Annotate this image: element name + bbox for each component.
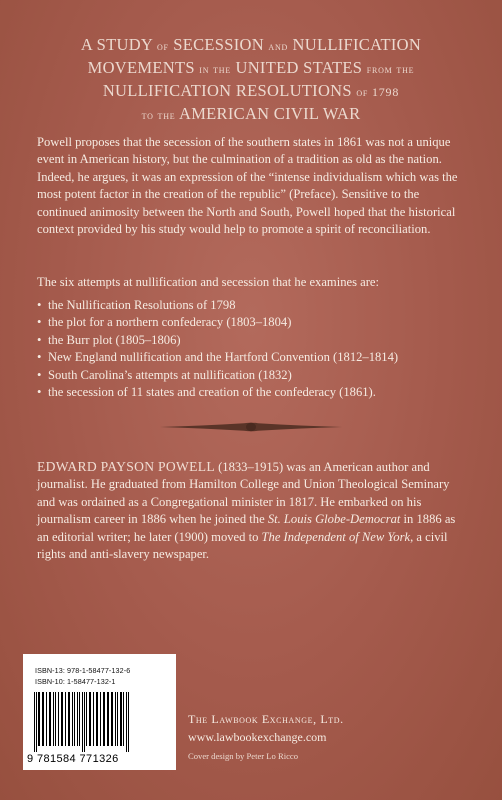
attempts-list <box>37 297 477 401</box>
barcode-bar <box>115 692 116 746</box>
barcode-bar <box>100 692 101 746</box>
cover-heading <box>20 34 482 126</box>
barcode-bar <box>117 692 118 746</box>
publisher-name-text: The Lawbook Exchange, Ltd. <box>188 712 344 726</box>
barcode-bar <box>86 692 87 746</box>
publisher-block <box>188 710 344 763</box>
heading-connector: and <box>268 39 289 53</box>
barcode-bar <box>42 692 44 746</box>
heading-line-2 <box>20 57 482 80</box>
heading-word: NULLIFICATION RESOLUTIONS <box>102 81 352 100</box>
heading-word: NULLIFICATION <box>292 35 422 54</box>
barcode-bar <box>38 692 40 746</box>
publisher-url: www.lawbookexchange.com <box>188 730 327 744</box>
list-item: • the Nullification Resolutions of 1798 <box>37 297 477 314</box>
heading-connector: to the <box>141 108 176 122</box>
barcode-bar <box>79 692 80 746</box>
list-item: • the Burr plot (1805–1806) <box>37 332 477 349</box>
barcode-bar <box>46 692 47 746</box>
barcode-bar <box>89 692 91 746</box>
heading-word: UNITED STATES <box>235 58 363 77</box>
heading-line-1 <box>20 34 482 57</box>
intro-paragraph: Powell proposes that the secession of the southern states in 1861 was not a unique event in American history, but the culmination of a tradition as old as the nation. Indeed, he argues, it was an expression of the “intense individualism which was the most potent factor in the creation of the republic” (Preface). Sensitive to the continued animosity between the North and South, Powell hoped that the historical context provided by his study would help to promote a spirit of reconciliation. <box>37 135 458 237</box>
list-item: • the secession of 11 states and creation of the confederacy (1861). <box>37 384 477 401</box>
barcode-bar <box>107 692 109 746</box>
isbn13-label: ISBN-13: 978-1-58477-132-6 <box>35 666 131 675</box>
bio-text: in 1886 as an editorial writer; he later (1900) moved to <box>37 512 456 544</box>
barcode-bar <box>49 692 51 746</box>
barcode-bar <box>74 692 75 746</box>
barcode-bar <box>77 692 78 746</box>
heading-line-4 <box>20 103 482 126</box>
barcode-digits: 9 781584 771326 <box>27 753 119 765</box>
heading-word: SECESSION <box>173 35 264 54</box>
isbn10-label: ISBN-10: 1-58477-132-1 <box>35 677 116 686</box>
barcode-bar <box>34 692 35 752</box>
bio-text: , a civil rights and anti-slavery newspaper. <box>37 529 448 562</box>
barcode-bar <box>68 692 70 746</box>
barcode-bar <box>36 692 37 752</box>
publisher-name <box>188 710 344 728</box>
author-name: EDWARD PAYSON POWELL <box>37 459 215 474</box>
author-bio <box>37 458 469 563</box>
barcode-bar <box>128 692 129 752</box>
bio-text: (1833–1915) was an American author and journalist. He graduated from Hamilton College and Union Theological Seminary and was ordained as a Congregational minister in 1817. He embarked on his journalism career in 1886 when he joined the <box>37 460 450 527</box>
list-item: • South Carolina’s attempts at nullification (1832) <box>37 367 477 384</box>
barcode-bar <box>111 692 113 746</box>
barcode-bar <box>53 692 54 746</box>
heading-connector: from the <box>366 62 415 76</box>
barcode-bar <box>126 692 127 752</box>
heading-word: AMERICAN CIVIL WAR <box>178 104 361 123</box>
barcode-bar <box>123 692 124 746</box>
list-item: • the plot for a northern confederacy (1803–1804) <box>37 314 477 331</box>
barcode-bar <box>72 692 73 746</box>
barcode-bars <box>33 692 166 752</box>
barcode-bar <box>120 692 122 746</box>
heading-connector: in the <box>199 62 232 76</box>
barcode-bar <box>65 692 66 746</box>
barcode-bar <box>82 692 83 752</box>
newspaper-title: St. Louis Globe-Democrat <box>267 512 401 527</box>
cover-credit: Cover design by Peter Lo Ricco <box>188 751 299 761</box>
barcode-bar <box>103 692 105 746</box>
barcode-bar <box>93 692 94 746</box>
heading-word: A STUDY <box>80 35 153 54</box>
heading-word: MOVEMENTS <box>87 58 195 77</box>
barcode-bar <box>55 692 56 746</box>
barcode-bar <box>96 692 98 746</box>
newspaper-title: The Independent of New York <box>261 529 411 544</box>
list-item: • New England nullification and the Hartford Convention (1812–1814) <box>37 349 477 366</box>
barcode-bar <box>58 692 59 746</box>
heading-connector: of 1798 <box>356 85 400 99</box>
isbn-barcode <box>23 654 176 770</box>
barcode-bar <box>84 692 85 752</box>
barcode-bar <box>61 692 63 746</box>
heading-line-3 <box>20 80 482 103</box>
divider-ornament <box>160 420 342 434</box>
heading-connector: of <box>156 39 169 53</box>
list-intro: The six attempts at nullification and secession that he examines are: <box>37 275 380 289</box>
